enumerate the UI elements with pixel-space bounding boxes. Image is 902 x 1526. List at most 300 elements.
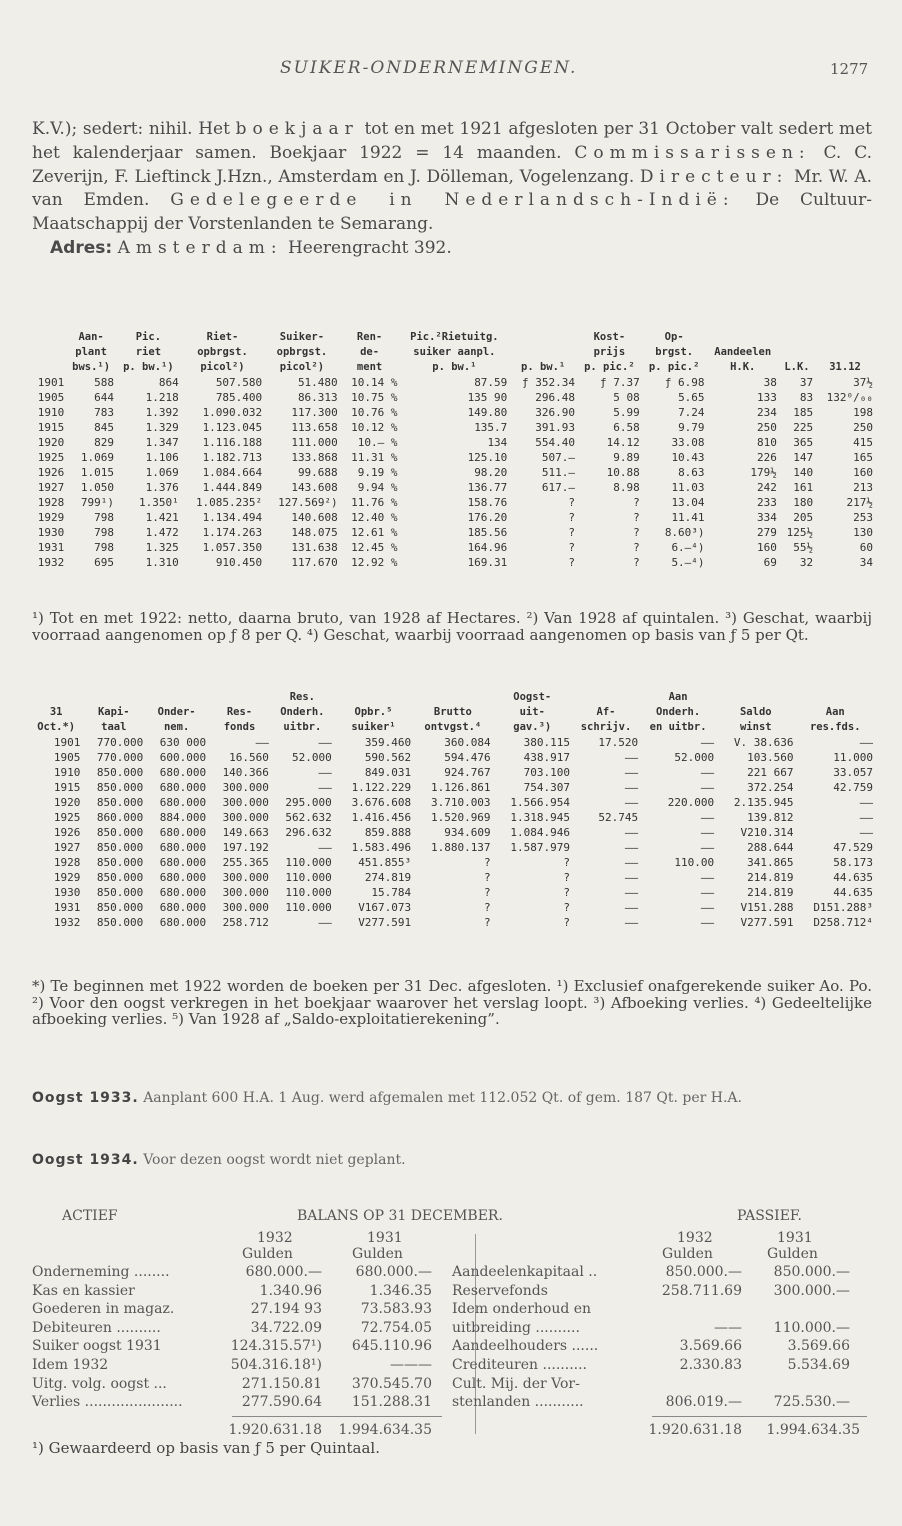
production-value-cell: 783: [94, 406, 114, 419]
production-value-cell: 1.421: [145, 511, 179, 524]
production-table-row: [30, 540, 875, 555]
production-value-cell: 8.60³): [664, 526, 705, 539]
production-value-cell: 11.31 %: [351, 451, 398, 464]
finance-value-cell: 770.000: [96, 751, 144, 764]
production-value-cell: 554.40: [535, 436, 575, 449]
production-value-cell: 391.93: [535, 421, 575, 434]
production-value-cell: 10.— %: [357, 436, 398, 449]
finance-value-cell: 850.000: [96, 796, 144, 809]
finance-year-cell: 1929: [53, 871, 81, 884]
finance-value-cell: 1.318.945: [510, 811, 570, 824]
liability-item-v1932: ——: [714, 1319, 742, 1336]
finance-value-cell: 300.000: [222, 871, 269, 884]
production-header-cell: p. bw.¹: [521, 361, 566, 373]
liability-item-v1932: 850.000.—: [665, 1264, 742, 1280]
finance-value-cell: V. 38.636: [733, 736, 794, 749]
passief-currency-1932: Gulden: [662, 1246, 713, 1262]
page-header: [0, 58, 902, 88]
production-value-cell: 1.084.664: [202, 466, 263, 479]
production-value-cell: 8.63: [678, 466, 705, 479]
production-year-cell: 1931: [37, 541, 65, 554]
production-footnote-text: ¹) Tot en met 1922: netto, daarna bruto, van 1928 af Hectares. ²) Van 1928 af quintalen. ³) Geschat, waarbij voorraad aangenomen op ƒ 8 per Q. ⁴) Geschat, waarbij voorraad aangenomen op basis van ƒ 5 per Qt.: [32, 609, 872, 644]
production-value-cell: 51.480: [297, 376, 338, 389]
liability-item-label: stenlanden ...........: [452, 1394, 584, 1411]
finance-header-cell: Brutto ontvgst.⁴: [424, 706, 482, 733]
production-value-cell: 12.45 %: [351, 541, 398, 554]
finance-table-row: [30, 735, 875, 750]
production-value-cell: 785.400: [215, 391, 263, 404]
asset-item-label: Verlies ......................: [32, 1394, 183, 1411]
liability-item-v1932: 258.711.69: [661, 1282, 742, 1299]
finance-value-cell: 214.819: [747, 886, 794, 899]
production-value-cell: 250: [757, 421, 777, 434]
finance-value-cell: 295.000: [285, 796, 332, 809]
finance-value-cell: 594.476: [444, 751, 491, 764]
finance-value-cell: 860.000: [96, 811, 144, 824]
production-value-cell: 1.182.713: [202, 451, 263, 464]
asset-item-label: Goederen in magaz.: [32, 1301, 175, 1318]
production-value-cell: 10.12 %: [351, 421, 398, 434]
intro-paragraph: [32, 118, 872, 261]
finance-value-cell: ——: [700, 826, 715, 839]
production-value-cell: 117.300: [291, 406, 338, 419]
production-value-cell: 253: [853, 511, 873, 524]
asset-item-v1931: 151.288.31: [351, 1394, 432, 1411]
asset-item-v1932: 271.150.81: [241, 1375, 322, 1392]
production-value-cell: 279: [757, 526, 777, 539]
balance-footnote-text: ¹) Gewaardeerd op basis van ƒ 5 per Quintaal.: [32, 1439, 380, 1457]
finance-value-cell: 884.000: [159, 811, 207, 824]
boekjaar-term: boekjaar: [235, 119, 359, 139]
finance-value-cell: 924.767: [444, 766, 491, 779]
asset-item-v1931: 370.545.70: [351, 1375, 432, 1392]
finance-value-cell: 850.000: [96, 841, 144, 854]
assets-total-rule: [232, 1416, 442, 1417]
production-value-cell: 6.58: [613, 421, 640, 434]
finance-value-cell: ——: [700, 766, 715, 779]
finance-value-cell: ?: [563, 901, 570, 914]
finance-value-cell: ——: [318, 766, 332, 779]
finance-value-cell: 300.000: [222, 796, 269, 809]
production-header-cell: 31.12: [829, 361, 861, 373]
finance-value-cell: 770.000: [96, 736, 144, 749]
finance-value-cell: 850.000: [96, 916, 144, 929]
production-value-cell: 86.313: [297, 391, 338, 404]
finance-value-cell: ——: [318, 916, 332, 929]
finance-header-cell: Kapi- taal: [97, 706, 130, 733]
asset-item-v1932: 680.000.—: [245, 1264, 322, 1280]
asset-item-v1932: 27.194 93: [250, 1301, 322, 1318]
production-value-cell: 55½: [793, 541, 814, 554]
finance-value-cell: 680.000: [159, 901, 207, 914]
finance-table-row: [30, 870, 875, 885]
production-header-cell: Riet- opbrgst. picol²): [197, 331, 248, 373]
asset-item-v1932: 277.590.64: [241, 1394, 322, 1411]
production-value-cell: 140.608: [291, 511, 338, 524]
production-value-cell: 1.392: [145, 406, 179, 419]
production-header-cell: Aandeelen H.K.: [714, 346, 772, 373]
finance-value-cell: 850.000: [96, 766, 144, 779]
finance-value-cell: ?: [563, 916, 570, 929]
production-value-cell: 1.106: [145, 451, 179, 464]
liability-item-label: Reservefonds: [452, 1282, 548, 1299]
production-value-cell: 242: [757, 481, 777, 494]
finance-value-cell: ——: [624, 796, 639, 809]
finance-value-cell: ?: [483, 856, 491, 869]
finance-value-cell: ——: [700, 886, 715, 899]
production-value-cell: 1.218: [145, 391, 179, 404]
production-table-footnote: [32, 610, 872, 643]
finance-value-cell: 451.855³: [358, 856, 412, 869]
production-value-cell: 617.—: [541, 481, 575, 494]
finance-table-row: [30, 840, 875, 855]
asset-item-v1931: 680.000.—: [355, 1264, 432, 1280]
finance-value-cell: 850.000: [96, 871, 144, 884]
asset-item-label: Onderneming ........: [32, 1264, 170, 1280]
production-table: [30, 330, 875, 570]
production-value-cell: ?: [633, 511, 640, 524]
production-header-cell: Kost- prijs p. pic.²: [584, 331, 635, 373]
finance-value-cell: 110.000: [285, 871, 332, 884]
finance-header-cell: Res- fonds: [223, 706, 256, 733]
production-value-cell: 5 08: [613, 391, 640, 404]
directeur-label: Directeur:: [639, 166, 789, 187]
finance-value-cell: 680.000: [159, 781, 207, 794]
production-value-cell: ƒ 6.98: [664, 376, 705, 389]
production-year-cell: 1905: [37, 391, 65, 404]
production-value-cell: 326.90: [535, 406, 575, 419]
finance-value-cell: V277.591: [740, 916, 794, 929]
asset-item-label: Uitg. volg. oogst ...: [32, 1375, 167, 1392]
production-year-cell: 1925: [37, 451, 65, 464]
liability-item-v1931: 110.000.—: [773, 1319, 850, 1336]
finance-value-cell: ——: [624, 916, 639, 929]
finance-value-cell: 680.000: [159, 886, 207, 899]
adres-label: Adres:: [50, 237, 113, 258]
finance-value-cell: 274.819: [364, 871, 412, 884]
production-value-cell: ?: [633, 541, 640, 554]
finance-year-cell: 1926: [53, 826, 81, 839]
liabilities-total-1932: 1.920.631.18: [648, 1422, 742, 1438]
finance-value-cell: 680.000: [159, 766, 207, 779]
finance-value-cell: 754.307: [523, 781, 570, 794]
finance-header-cell: 31 Oct.*): [37, 706, 76, 733]
finance-value-cell: 850.000: [96, 856, 144, 869]
finance-value-cell: 680.000: [159, 826, 207, 839]
finance-value-cell: 380.115: [523, 736, 570, 749]
production-value-cell: 798: [94, 526, 114, 539]
liability-item-label: Aandeelenkapitaal ..: [452, 1264, 598, 1280]
production-value-cell: 511.—: [541, 466, 575, 479]
finance-value-cell: 849.031: [364, 766, 412, 779]
finance-value-cell: ——: [700, 901, 715, 914]
actief-currency-1932: Gulden: [242, 1246, 293, 1262]
production-value-cell: 11.03: [671, 481, 705, 494]
finance-year-cell: 1915: [53, 781, 81, 794]
liability-item-label: Crediteuren ..........: [452, 1357, 588, 1373]
finance-value-cell: 47.529: [833, 841, 873, 854]
production-value-cell: ƒ 352.34: [521, 376, 575, 389]
finance-value-cell: ——: [624, 751, 639, 764]
finance-year-cell: 1928: [53, 856, 81, 869]
production-value-cell: 1.329: [145, 421, 179, 434]
finance-table: [30, 690, 875, 930]
finance-value-cell: 850.000: [96, 781, 144, 794]
finance-value-cell: ——: [624, 856, 639, 869]
production-header-cell: Pic.²Rietuitg. suiker aanpl. p. bw.¹: [410, 331, 499, 373]
finance-year-cell: 1925: [53, 811, 81, 824]
finance-value-cell: 110.000: [285, 901, 332, 914]
finance-value-cell: 300.000: [222, 781, 269, 794]
finance-value-cell: 300.000: [222, 811, 269, 824]
finance-header-cell: Aan res.fds.: [809, 706, 861, 733]
production-table-row: [30, 555, 875, 570]
production-table-row: [30, 450, 875, 465]
finance-value-cell: D258.712⁴: [813, 916, 873, 929]
finance-value-cell: 52.000: [674, 751, 715, 764]
passief-currency-1931: Gulden: [767, 1246, 818, 1262]
production-table-row: [30, 465, 875, 480]
finance-value-cell: 1.566.954: [510, 796, 570, 809]
production-value-cell: 83: [799, 391, 814, 404]
finance-value-cell: 110.000: [285, 886, 332, 899]
production-value-cell: ?: [568, 541, 575, 554]
finance-value-cell: 220.000: [667, 796, 715, 809]
production-value-cell: 32: [799, 556, 814, 569]
gedelegeerde-label: Gedelegeerde in Nederlandsch-Indië:: [170, 190, 735, 211]
finance-value-cell: ?: [483, 871, 491, 884]
finance-value-cell: 680.000: [159, 916, 207, 929]
finance-value-cell: ——: [624, 901, 639, 914]
finance-value-cell: 359.460: [364, 736, 412, 749]
production-value-cell: 1.015: [80, 466, 114, 479]
finance-value-cell: ?: [563, 886, 570, 899]
finance-header-cell: Onder- nem.: [157, 706, 196, 733]
finance-value-cell: ——: [700, 811, 715, 824]
production-value-cell: 5.99: [613, 406, 640, 419]
liability-item-v1932: 3.569.66: [679, 1338, 742, 1355]
finance-value-cell: ?: [563, 871, 570, 884]
production-value-cell: 1.472: [145, 526, 179, 539]
production-year-cell: 1926: [37, 466, 65, 479]
finance-value-cell: 296.632: [285, 826, 332, 839]
finance-value-cell: 1.520.969: [430, 811, 491, 824]
production-table-row: [30, 405, 875, 420]
finance-value-cell: 44.635: [833, 871, 873, 884]
production-table-row: [30, 525, 875, 540]
asset-item-v1931: ———: [390, 1357, 432, 1373]
finance-header-cell: Opbr.⁵ suiker¹: [351, 706, 396, 733]
production-value-cell: 87.59: [474, 376, 508, 389]
production-value-cell: 34: [859, 556, 873, 569]
production-value-cell: 588: [94, 376, 114, 389]
actief-year-1932: 1932: [257, 1230, 293, 1246]
liabilities-total-1931: 1.994.634.35: [766, 1422, 860, 1438]
production-value-cell: ?: [633, 526, 640, 539]
production-value-cell: 132⁰/₀₀: [826, 391, 873, 404]
asset-item-v1931: 1.346.35: [369, 1282, 432, 1299]
production-header-cell: [30, 330, 66, 375]
finance-value-cell: ——: [700, 841, 715, 854]
finance-value-cell: 214.819: [747, 871, 794, 884]
passief-year-1931: 1931: [777, 1230, 813, 1246]
finance-value-cell: 197.192: [222, 841, 269, 854]
adres-city: Amsterdam:: [117, 237, 283, 258]
production-value-cell: 11.41: [671, 511, 705, 524]
finance-table-row: [30, 825, 875, 840]
production-value-cell: 9.79: [678, 421, 705, 434]
finance-value-cell: ——: [318, 736, 332, 749]
production-year-cell: 1901: [37, 376, 65, 389]
production-year-cell: 1929: [37, 511, 65, 524]
production-value-cell: 213: [853, 481, 873, 494]
production-value-cell: 225: [793, 421, 814, 434]
production-value-cell: 180: [793, 496, 814, 509]
production-value-cell: 38: [763, 376, 777, 389]
production-value-cell: 217½: [846, 496, 873, 509]
production-value-cell: 1.123.045: [202, 421, 263, 434]
finance-header-cell: Oogst- uit- gav.³): [513, 691, 552, 733]
production-table-row: [30, 375, 875, 390]
finance-value-cell: 110.00: [674, 856, 715, 869]
production-value-cell: 136.77: [467, 481, 508, 494]
finance-value-cell: 1.587.979: [510, 841, 570, 854]
production-value-cell: 12.61 %: [351, 526, 398, 539]
finance-value-cell: 850.000: [96, 901, 144, 914]
crop-1934-text: Voor dezen oogst wordt niet geplant.: [143, 1152, 406, 1168]
asset-item-v1931: 72.754.05: [360, 1319, 432, 1336]
production-value-cell: 10.75 %: [351, 391, 398, 404]
finance-value-cell: 562.632: [285, 811, 332, 824]
finance-value-cell: 1.084.946: [510, 826, 570, 839]
production-value-cell: 415: [853, 436, 873, 449]
production-value-cell: 365: [793, 436, 814, 449]
finance-value-cell: ——: [318, 781, 332, 794]
finance-value-cell: 680.000: [159, 856, 207, 869]
finance-value-cell: 15.784: [371, 886, 412, 899]
production-value-cell: 5.—⁴): [671, 556, 705, 569]
production-value-cell: 5.65: [678, 391, 705, 404]
production-value-cell: 111.000: [291, 436, 338, 449]
assets-total-1932: 1.920.631.18: [228, 1422, 322, 1438]
production-year-cell: 1910: [37, 406, 65, 419]
finance-value-cell: 17.520: [598, 736, 639, 749]
production-value-cell: 125.10: [467, 451, 508, 464]
finance-year-cell: 1910: [53, 766, 81, 779]
production-value-cell: 1.085.235²: [195, 496, 263, 509]
production-value-cell: 185.56: [467, 526, 508, 539]
production-header-cell: Op- brgst. p. pic.²: [648, 331, 700, 373]
production-value-cell: 644: [94, 391, 114, 404]
finance-value-cell: 52.745: [598, 811, 639, 824]
finance-table-row: [30, 780, 875, 795]
balance-footnote: [32, 1440, 872, 1457]
production-value-cell: ƒ 7.37: [600, 376, 640, 389]
finance-value-cell: 255.365: [222, 856, 269, 869]
production-table-row: [30, 390, 875, 405]
asset-item-v1931: 645.110.96: [351, 1338, 432, 1355]
finance-footnote-text: *) Te beginnen met 1922 worden de boeken per 31 Dec. afgesloten. ¹) Exclusief onafgerekende suiker Ao. Po. ²) Voor den oogst verkregen in het boekjaar waarover het verslag loopt. ³) Afboeking verlies. ⁴) Gedeeltelijke afboeking verlies. ⁵) Van 1928 af „Saldo-exploitatierekening”.: [32, 977, 872, 1028]
production-value-cell: 117.670: [291, 556, 338, 569]
production-value-cell: 165: [853, 451, 873, 464]
finance-value-cell: 630 000: [159, 736, 207, 749]
intro-text-1: K.V.); sedert: nihil. Het: [32, 119, 236, 139]
asset-item-label: Idem 1932: [32, 1357, 109, 1373]
production-year-cell: 1927: [37, 481, 65, 494]
finance-value-cell: ——: [624, 781, 639, 794]
finance-table-row: [30, 765, 875, 780]
production-value-cell: 1.174.263: [202, 526, 263, 539]
production-table-row: [30, 420, 875, 435]
asset-item-label: Kas en kassier: [32, 1282, 135, 1299]
production-value-cell: 176.20: [467, 511, 508, 524]
production-value-cell: 179½: [750, 466, 777, 479]
production-value-cell: ?: [568, 526, 575, 539]
intro-text-1b: tot en met 1921 afgesloten per 31 October valt sedert met het kalenderjaar samen. Boekjaar 1922 = 14 maanden.: [32, 119, 873, 163]
production-value-cell: 1.069: [145, 466, 179, 479]
production-value-cell: 507.—: [541, 451, 575, 464]
finance-value-cell: 221 667: [747, 766, 794, 779]
production-value-cell: 1.444.849: [202, 481, 263, 494]
production-value-cell: 10.14 %: [351, 376, 398, 389]
production-value-cell: 10.43: [671, 451, 705, 464]
production-header-cell: Pic. riet p. bw.¹): [123, 331, 174, 373]
finance-value-cell: V151.288: [740, 901, 794, 914]
finance-value-cell: 44.635: [833, 886, 873, 899]
crop-1934: [32, 1152, 872, 1169]
finance-value-cell: V210.314: [740, 826, 794, 839]
asset-item-v1932: 124.315.57¹): [230, 1338, 322, 1355]
finance-value-cell: ——: [624, 826, 639, 839]
liability-item-label: Cult. Mij. der Vor-: [452, 1375, 580, 1392]
liability-item-v1931: 850.000.—: [773, 1264, 850, 1280]
finance-value-cell: 1.880.137: [430, 841, 491, 854]
liability-item-v1931: 3.569.66: [787, 1338, 850, 1355]
finance-value-cell: 300.000: [222, 886, 269, 899]
production-header-cell: Suiker- opbrgst. picol²): [276, 331, 328, 373]
production-value-cell: 10.76 %: [351, 406, 398, 419]
production-value-cell: 69: [763, 556, 777, 569]
finance-value-cell: 288.644: [747, 841, 794, 854]
finance-table-row: [30, 855, 875, 870]
page-title: SUIKER-ONDERNEMINGEN.: [280, 58, 578, 78]
production-year-cell: 1920: [37, 436, 65, 449]
finance-year-cell: 1920: [53, 796, 81, 809]
finance-value-cell: 703.100: [523, 766, 570, 779]
production-value-cell: 1.310: [145, 556, 179, 569]
finance-value-cell: 680.000: [159, 796, 207, 809]
finance-value-cell: 3.710.003: [430, 796, 491, 809]
finance-header-cell: Af- schrijv.: [580, 706, 632, 733]
finance-value-cell: 934.609: [444, 826, 491, 839]
production-value-cell: 9.19 %: [357, 466, 398, 479]
production-value-cell: 799¹): [80, 496, 114, 509]
production-value-cell: 910.450: [215, 556, 263, 569]
production-value-cell: 161: [793, 481, 814, 494]
production-table-row: [30, 435, 875, 450]
finance-value-cell: ——: [318, 841, 332, 854]
liability-item-label: Idem onderhoud en: [452, 1301, 592, 1318]
production-value-cell: 158.76: [467, 496, 508, 509]
production-value-cell: ?: [568, 496, 575, 509]
production-value-cell: 798: [94, 541, 114, 554]
finance-value-cell: ?: [483, 886, 491, 899]
production-value-cell: 296.48: [535, 391, 575, 404]
production-value-cell: 127.569²): [278, 496, 338, 509]
balance-sheet: [32, 1208, 872, 1448]
finance-year-cell: 1927: [53, 841, 81, 854]
production-value-cell: 1.347: [145, 436, 179, 449]
